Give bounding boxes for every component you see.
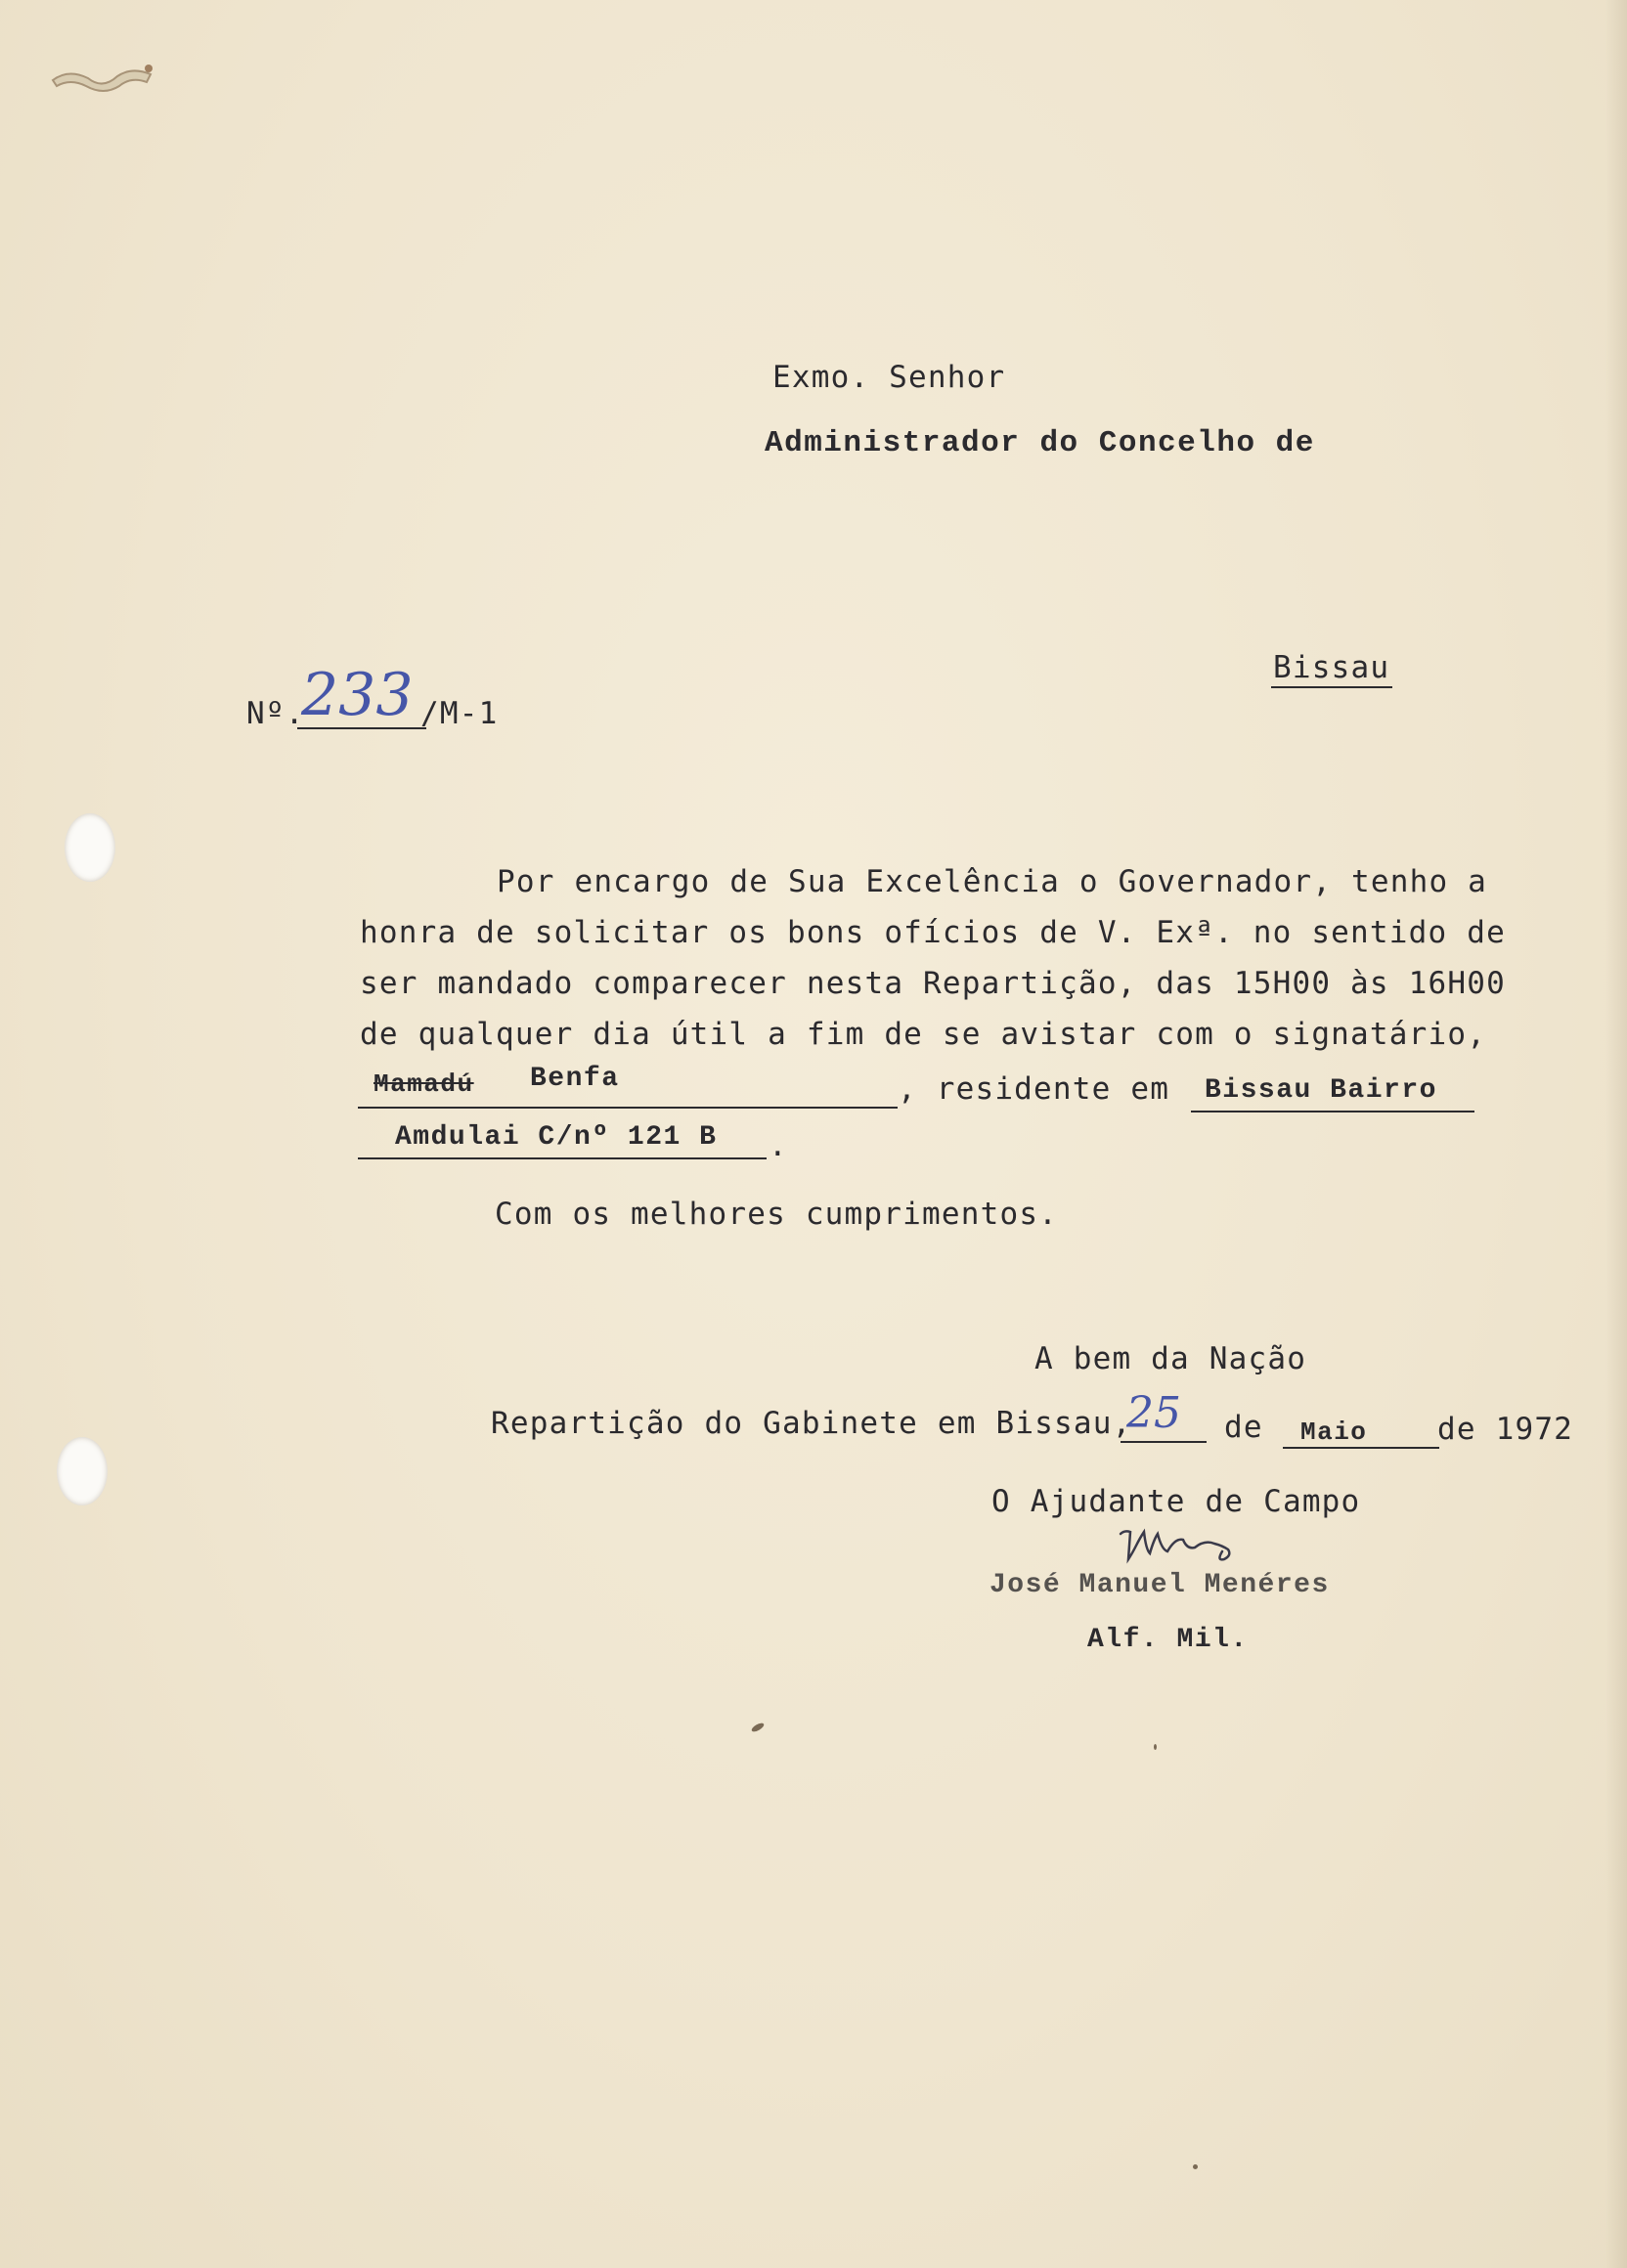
paper-speck	[1193, 2164, 1198, 2169]
date-month: Maio	[1300, 1418, 1368, 1447]
name-struck: Mamadú	[374, 1069, 474, 1099]
closing-regards: Com os melhores cumprimentos.	[495, 1197, 1059, 1232]
residence-label: , residente em	[898, 1071, 1170, 1107]
addressee-title: Administrador do Concelho de	[765, 426, 1315, 460]
body-line-1: Por encargo de Sua Excelência o Governador, tenho a	[497, 864, 1488, 899]
reference-underline	[297, 727, 426, 729]
salutation: Exmo. Senhor	[772, 360, 1006, 395]
reference-suffix: /M-1	[420, 696, 499, 731]
signatory-name: José Manuel Menéres	[989, 1570, 1330, 1600]
reference-prefix: Nº.	[246, 696, 305, 731]
date-day: 25	[1126, 1388, 1181, 1438]
name-underline	[358, 1107, 898, 1109]
paper-speck	[750, 1722, 765, 1733]
date-year: de 1972	[1437, 1412, 1574, 1447]
paper-edge-shadow	[1605, 0, 1627, 2268]
torn-corner-mark	[49, 61, 156, 98]
residence-period: .	[769, 1128, 788, 1163]
residence-underline-2	[358, 1157, 767, 1159]
month-underline	[1283, 1447, 1439, 1449]
residence-line-1: Bissau Bairro	[1205, 1075, 1437, 1106]
punch-hole-upper	[65, 813, 115, 882]
body-line-3: ser mandado comparecer nesta Repartição, das 15H00 às 16H00	[360, 966, 1506, 1001]
residence-underline-1	[1191, 1111, 1474, 1112]
closing-motto: A bem da Nação	[1034, 1341, 1307, 1376]
signatory-role: O Ajudante de Campo	[991, 1484, 1361, 1519]
addressee-city: Bissau	[1273, 650, 1390, 685]
date-de: de	[1224, 1410, 1263, 1445]
body-line-4: de qualquer dia útil a fim de se avistar com o signatário,	[360, 1017, 1487, 1052]
day-underline	[1121, 1441, 1207, 1443]
punch-hole-lower	[57, 1437, 108, 1505]
body-line-2: honra de solicitar os bons ofícios de V. Exª. no sentido de	[360, 915, 1506, 950]
place-date-prefix: Repartição do Gabinete em Bissau,	[491, 1406, 1132, 1441]
person-name: Benfa	[530, 1064, 620, 1094]
reference-number: 233	[301, 661, 414, 729]
residence-line-2: Amdulai C/nº 121 B	[395, 1122, 718, 1153]
city-underline	[1271, 686, 1392, 688]
paper-speck	[1154, 1744, 1157, 1750]
signatory-rank: Alf. Mil.	[1087, 1625, 1249, 1655]
